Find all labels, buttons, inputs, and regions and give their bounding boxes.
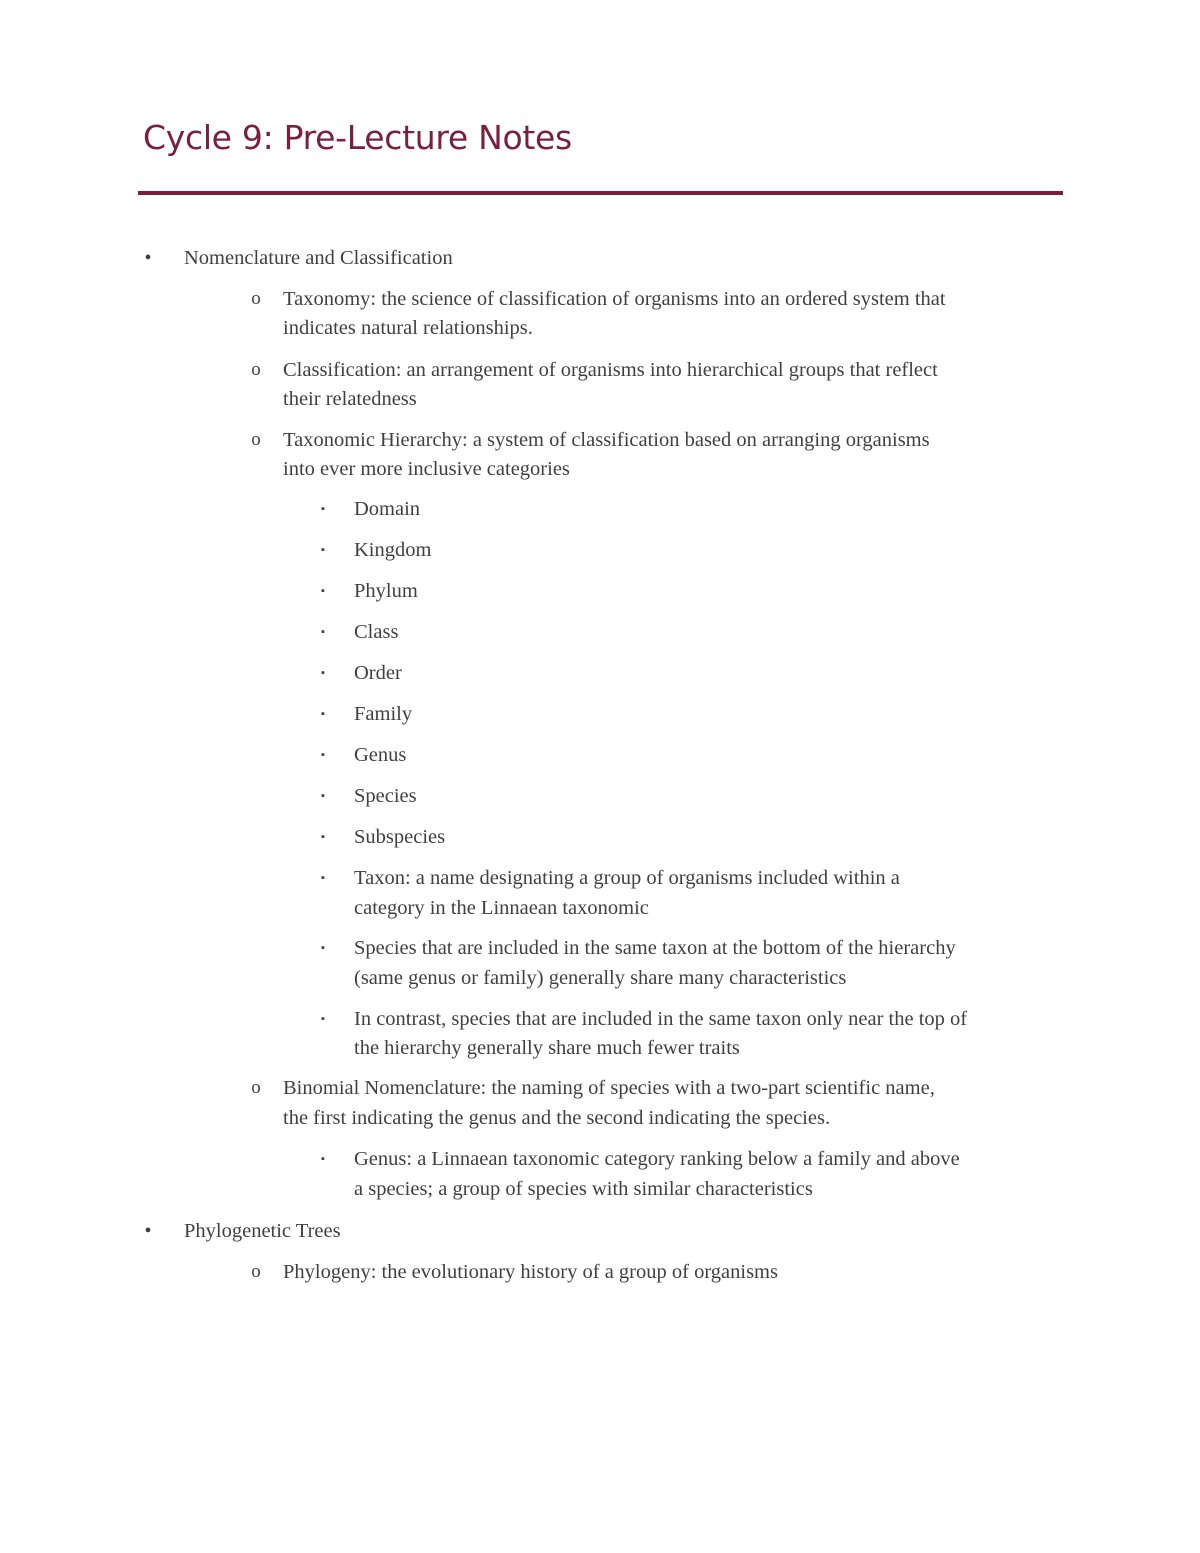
binomial-line-1: Binomial Nomenclature: the naming of species with a two-part scientific name, — [283, 1077, 935, 1099]
classification-line-2: their relatedness — [283, 388, 417, 410]
bullet-square-icon: ▪ — [321, 872, 325, 884]
rank-item: Domain — [354, 498, 421, 520]
bullet-square-icon: ▪ — [321, 1013, 325, 1025]
bullet-square-icon: ▪ — [321, 749, 325, 761]
bullet-square-icon: ▪ — [321, 708, 325, 720]
bullet-square-icon: ▪ — [321, 585, 325, 597]
bullet-square-icon: ▪ — [321, 626, 325, 638]
classification-line-1: Classification: an arrangement of organisms into hierarchical groups that reflect — [283, 359, 938, 381]
taxon-line-2: category in the Linnaean taxonomic — [354, 897, 649, 919]
genus-line-1: Genus: a Linnaean taxonomic category ranking below a family and above — [354, 1148, 960, 1170]
bullet-circle-icon: o — [251, 288, 261, 309]
bullet-circle-icon: o — [251, 429, 261, 450]
section-heading-nomenclature: Nomenclature and Classification — [184, 247, 453, 269]
rank-item: Subspecies — [354, 826, 446, 848]
bullet-dot-icon: • — [144, 1220, 152, 1242]
bullet-circle-icon: o — [251, 359, 261, 380]
bullet-square-icon: ▪ — [321, 667, 325, 679]
taxonomy-line-1: Taxonomy: the science of classification of organisms into an ordered system that — [283, 288, 946, 310]
rank-item: Order — [354, 662, 402, 684]
bullet-square-icon: ▪ — [321, 942, 325, 954]
hierarchy-line-1: Taxonomic Hierarchy: a system of classification based on arranging organisms — [283, 429, 930, 451]
title-divider — [138, 191, 1063, 195]
bullet-square-icon: ▪ — [321, 503, 325, 515]
phylogeny-definition: Phylogeny: the evolutionary history of a group of organisms — [283, 1261, 778, 1283]
bullet-circle-icon: o — [251, 1077, 261, 1098]
bullet-square-icon: ▪ — [321, 544, 325, 556]
rank-item: Species — [354, 785, 417, 807]
top-note-line-2: the hierarchy generally share much fewer traits — [354, 1037, 740, 1059]
bottom-note-line-2: (same genus or family) generally share many characteristics — [354, 967, 847, 989]
bullet-square-icon: ▪ — [321, 1153, 325, 1165]
rank-item: Family — [354, 703, 413, 725]
rank-item: Genus — [354, 744, 407, 766]
taxon-line-1: Taxon: a name designating a group of organisms included within a — [354, 867, 900, 889]
bullet-dot-icon: • — [144, 247, 152, 269]
rank-item: Kingdom — [354, 539, 432, 561]
bullet-square-icon: ▪ — [321, 790, 325, 802]
taxonomy-line-2: indicates natural relationships. — [283, 317, 533, 339]
binomial-line-2: the first indicating the genus and the second indicating the species. — [283, 1107, 831, 1129]
genus-line-2: a species; a group of species with similar characteristics — [354, 1178, 813, 1200]
section-heading-phylogenetic: Phylogenetic Trees — [184, 1220, 341, 1242]
page-title: Cycle 9: Pre-Lecture Notes — [143, 118, 572, 157]
rank-item: Phylum — [354, 580, 418, 602]
top-note-line-1: In contrast, species that are included in the same taxon only near the top of — [354, 1008, 968, 1030]
rank-item: Class — [354, 621, 399, 643]
bullet-circle-icon: o — [251, 1261, 261, 1282]
bullet-square-icon: ▪ — [321, 831, 325, 843]
hierarchy-line-2: into ever more inclusive categories — [283, 458, 570, 480]
bottom-note-line-1: Species that are included in the same taxon at the bottom of the hierarchy — [354, 937, 956, 959]
